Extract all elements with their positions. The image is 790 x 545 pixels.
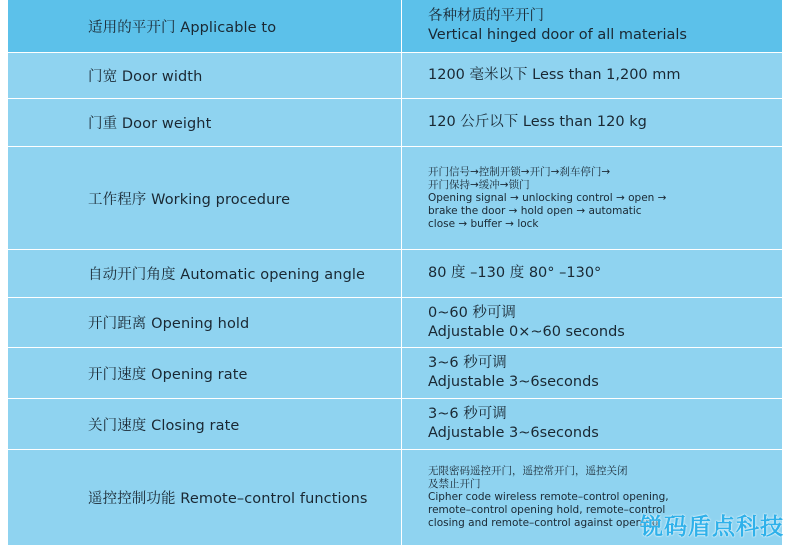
row-value <box>402 298 782 347</box>
value-line: Adjustable 0×~60 seconds <box>428 323 625 340</box>
row-label: 关门速度 Closing rate <box>8 399 402 449</box>
value-line: Adjustable 3~6seconds <box>428 374 599 390</box>
row-label: 工作程序 Working procedure <box>8 147 402 249</box>
table-row <box>8 99 782 147</box>
value-line: close → buffer → lock <box>428 217 539 230</box>
value-line: closing and remote–control against opening <box>428 517 659 529</box>
value-line: 开门保持→缓冲→锁门 <box>428 178 530 191</box>
row-value <box>402 250 782 297</box>
spec-table <box>8 0 782 545</box>
value-line: Adjustable 3~6seconds <box>428 425 599 441</box>
value-line: 3~6 秒可调 <box>428 406 507 422</box>
row-value <box>402 399 782 449</box>
table-row <box>8 147 782 250</box>
value-line: 无限密码遥控开门，遥控常开门，遥控关闭 <box>428 465 628 477</box>
row-value <box>402 99 782 146</box>
value-line: remote–control opening hold, remote–control <box>428 504 666 516</box>
value-line: 各种材质的平开门 <box>428 8 544 24</box>
value-line: brake the door → hold open → automatic <box>428 204 642 217</box>
value-line: 开门信号→控制开锁→开门→刹车停门→ <box>428 165 611 178</box>
table-row <box>8 399 782 450</box>
table-row <box>8 298 782 348</box>
table-row <box>8 250 782 298</box>
table-row <box>8 348 782 399</box>
row-value <box>402 348 782 398</box>
value-line: 及禁止开门 <box>428 478 481 490</box>
value-line: Cipher code wireless remote–control opening, <box>428 491 669 503</box>
value-line: 3~6 秒可调 <box>428 355 507 371</box>
value-line: 120 公斤以下 Less than 120 kg <box>428 114 647 130</box>
row-label: 门重 Door weight <box>8 99 402 146</box>
row-value <box>402 147 782 249</box>
row-label: 自动开门角度 Automatic opening angle <box>8 250 402 297</box>
value-line: 80 度 –130 度 80° –130° <box>428 265 602 281</box>
row-label: 遥控控制功能 Remote–control functions <box>8 450 402 545</box>
value-line: 1200 毫米以下 Less than 1,200 mm <box>428 67 681 83</box>
row-label: 门宽 Door width <box>8 53 402 98</box>
row-value <box>402 53 782 98</box>
value-line: Opening signal → unlocking control → open → <box>428 191 667 204</box>
row-value <box>402 0 782 52</box>
table-row <box>8 0 782 53</box>
value-line: Vertical hinged door of all materials <box>428 27 687 43</box>
row-label: 开门速度 Opening rate <box>8 348 402 398</box>
value-line: 0~60 秒可调 <box>428 304 516 321</box>
row-label: 适用的平开门 Applicable to <box>8 0 402 52</box>
table-row <box>8 53 782 99</box>
row-label: 开门距离 Opening hold <box>8 298 402 347</box>
watermark: 锐码盾点科技 <box>640 514 784 540</box>
